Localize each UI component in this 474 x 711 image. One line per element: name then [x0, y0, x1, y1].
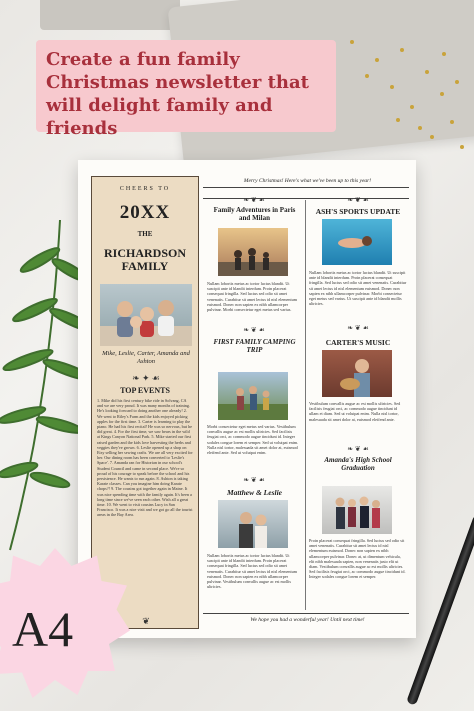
paris-photo — [218, 228, 288, 276]
col2-text1: Nullam lobortis metus ac tortor luctus blandit. Ut suscipit ante id blandit interdum. Proin placerat consequat fringilla. Sed luctus sed odio sit amet venenatis. Curabitur sit amet lectus id nisl elementum euismod. Donec non sapien ex nibh ullamcorper pulvinar. Morbi consectetur eget metus sed varius. Ut suscipit ante id blandit mollis ultricies. — [309, 270, 407, 307]
family-photo — [100, 284, 192, 346]
graduation-photo — [322, 486, 392, 534]
col2-text3: Proin placerat consequat fringilla. Sed luctus sed odio sit amet venenatis. Curabitur sit amet lectus id nisl elementum euismod. Donec non sapien ex nibh ullamcorper pulvinar. Donec at, ut dimentum vehicula, elit nibh malesuada sapien, non venenatis justo elit ut diam. Vestibulum convallis augue ac est mollis ultricies. Sed facilisis feugiat orci, ac commodo augue tincidunt id. Integer sodales congue lorem et semper. — [309, 538, 406, 580]
top-banner-text: Merry Christmas! Here's what we've been up to this year! — [243, 178, 372, 184]
linen-napkin-corner — [40, 0, 180, 30]
col1-title1: Family Adventures in Paris and Milan — [213, 206, 296, 222]
flourish-divider-icon: ❧ ✦ ☙ — [132, 373, 160, 383]
bottom-banner-text: We hope you had a wonderful year! Until next time! — [250, 617, 365, 623]
col2-flourish-icon: ❧ ❦ ☙ — [347, 196, 369, 204]
col1-divider1-icon: ❧ ❦ ☙ — [243, 326, 265, 334]
swimming-photo — [322, 219, 392, 265]
bottom-rule — [203, 613, 409, 614]
headline-text: Create a fun family Christmas newsletter that will delight family and friends — [46, 49, 309, 139]
top-rule — [203, 187, 409, 188]
column-divider — [305, 200, 306, 610]
col2-title1: ASH'S SPORTS UPDATE — [315, 207, 401, 216]
top-events-list: 1. Mike did his first century bike ride in Solvang, CA and we are very proud. It was many months of training. He's looking forward to doing another one already! 2. We went to Riley's Farm and the kids enjoyed picking apples for the first time. 3. Carter is learning to play the piano. He had his first recital! He was so nervous, but he did great. 4. For the first time, we saw bears in the wild at Kings Canyon National Park. 5. Mike started our first raised garden and the kids love harvesting the herbs and veggies they've grown. 6. Leslie opened up a shop on Etsy selling her sewing crafts. We are all very excited for her. Our dining room has been converted to 'Leslie's Space'. 7. Amanda ran for Historian in our school's Student Council and came in second place. We're so proud of his courage to speak before the school and his persistence. He wants to run again. 8. Ashton is taking Karate classes. Can you imagine him doing Karate chops?! 9. The cousins got together again in Maine. It was nice spending time with the family again. It's been a long time since we've seen each other. Wish all a great time. 10. We went to visit cousins Lucy in San Francisco. It was a nice visit and we got go all the tourist areas in the Bay Area. — [97, 398, 193, 518]
year-text: 20XX — [119, 202, 171, 223]
music-photo — [322, 350, 392, 397]
camping-photo — [218, 372, 288, 420]
family-name: RICHARDSON FAMILY — [103, 246, 186, 273]
headline-banner — [36, 40, 336, 139]
col2-divider1-icon: ❧ ❦ ☙ — [347, 324, 369, 332]
col2-title2: CARTER'S MUSIC — [325, 338, 391, 347]
col1-divider2-icon: ❧ ❦ ☙ — [243, 476, 265, 484]
the-text: THE — [137, 230, 153, 238]
col1-text2: Morbi consectetur eget metus sed varius. Vestibulum convallis augue ac est mollis ultricies. Sed facilisis feugiat orci, ac commodo augue tincidunt id. Integer sodales congue lorem et semper. Sed ut volutpat enim. Nulla nisl tortor, malesuada sit amet dolor at, euismod eleifend ante. Sed ut volutpat enim. — [207, 424, 299, 456]
a4-badge-label: A4 — [12, 601, 74, 657]
col1-flourish-icon: ❧ ❦ ☙ — [243, 196, 265, 204]
col2-title3: Amanda's High School Graduation — [324, 456, 392, 472]
family-members: Mike, Leslie, Carter, Amanda and Ashton — [102, 350, 190, 365]
fountain-pen — [406, 514, 474, 705]
col1-text1: Nullam lobortis metus ac tortor luctus blandit. Ut suscipit ante id blandit interdum. Proin placerat consequat fringilla. Sed luctus sed odio sit amet venenatis. Curabitur sit amet lectus id nisl elementum euismod. Donec non sapien ex nibh ullamcorper pulvinar. Morbi consectetur eget metus sed varius. — [207, 281, 298, 313]
col2-text2: Vestibulum convallis augue ac est mollis ultricies. Sed facilisis feugiat orci, ac commodo augue tincidunt id ullam et diam. Sed ut volutpat enim. Nulla nisl tortor, malesuada sit amet dolor at, euismod eleifend ante. — [309, 401, 401, 422]
gold-confetti — [330, 30, 474, 160]
sidebar-bottom-flourish-icon: ❦ — [142, 616, 150, 626]
col1-title3: Matthew & Leslie — [227, 488, 282, 497]
matthew-leslie-photo — [218, 500, 288, 548]
col1-text3: Nullam lobortis metus ac tortor luctus blandit. Ut suscipit ante id blandit interdum. Proin placerat consequat fringilla. Sed luctus sed odio sit amet venenatis. Curabitur sit amet lectus id nisl elementum euismod. Donec non sapien ex nibh ullamcorper pulvinar. Vestibulum convallis augue ac est mollis ultricies. — [207, 553, 298, 590]
cheers-text: CHEERS TO — [119, 186, 171, 192]
top-events-title: TOP EVENTS — [120, 386, 170, 395]
col1-title2: FIRST FAMILY CAMPING TRIP — [213, 338, 296, 354]
col2-divider2-icon: ❧ ❦ ☙ — [347, 445, 369, 453]
